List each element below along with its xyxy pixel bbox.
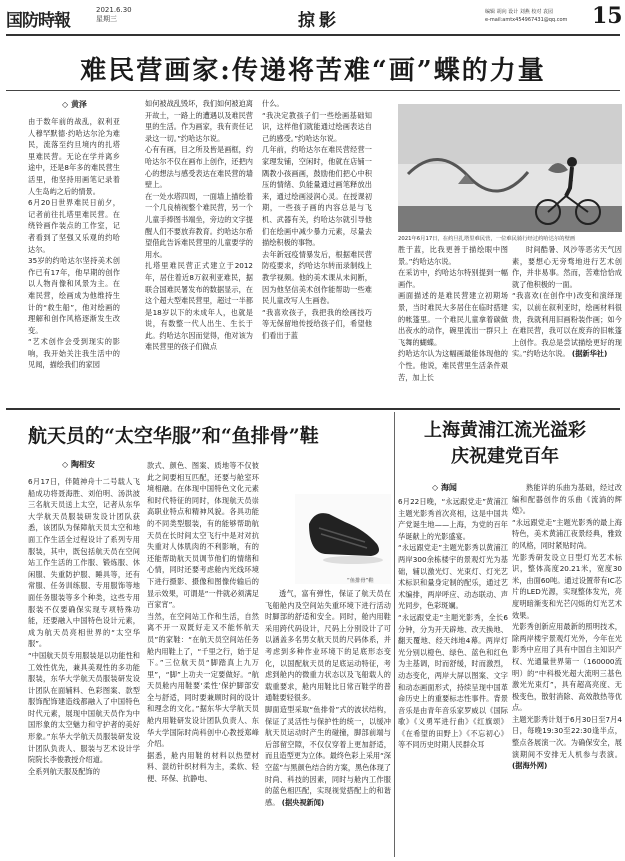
article2-byline: ◇ 陶相安: [62, 460, 95, 469]
article2-headline: 航天员的“太空华服”和“鱼排骨”鞋: [28, 425, 319, 447]
article1-column-5-text: 时间酷暑、风沙等恶劣天气因素，要想心无旁骛地进行艺术创作，并非易事。然而，苦难恰恰成就了他积极的一面。 “我喜欢(在创作中)改变和演绎现实，以前在叙利亚时，绘画材料很贵，我就利用旧画粉装作画；如今在难民营，我可以在废弃的旧帐篷上创作。我总是尝试描绘更好的现实。”约哈达尔说。: [512, 245, 622, 359]
article2-column-1: 6月17日，伴随神舟十二号载人飞船成功将聂海胜、刘伯明、汤洪波三名航天员送上太空，记者从东华大学航天员服装研发设计团队获悉，该团队为保障航天员太空和地面工作生活全过程设计了系列专用服装，其中，既包括航天员在空间站工作生活的工作服、锻炼服、休闲服、失重防护服、睡具等，还有常服、任务训练服、专用服饰等地面任务服装等多个种类，这些专用服装不仅要确保实现专项特殊功能，还要融入中国特色设计元素，成为航天员亮相世界的“太空华服”。 “中国航天员专用服装是以功能性和工效性优先，兼具美观性的多功能服装，东华大学航天员服装研发设计团队在面辅料、色彩图案、款型服饰配饰建造线都融入了中国特色时代元素，展现中国航天员作为中国形象的太空魅力和守护者的美好形象。”东华大学航天员服装研发设计团队负责人、服装与艺术设计学院院长李俊教授介绍道。 全系列航天服及配饰的: [28, 477, 140, 776]
column-divider: [394, 412, 395, 857]
shoe-illustration: [295, 494, 391, 574]
fishbone-shoe-photo: [295, 494, 391, 584]
article1-photo-caption: 2021年6月17日，在约旦扎塔里难民营，一位难民骑行经过约哈达尔的壁画: [398, 236, 576, 242]
page-header: [0, 0, 625, 36]
section-divider: [6, 408, 620, 410]
article3-byline: ◇ 海闻: [432, 483, 457, 492]
email-line: e-mail:amtx454967431@qq.com: [485, 17, 568, 23]
article3-column-2: [512, 482, 622, 856]
refugee-mural-photo: [398, 104, 622, 232]
article2-column-3: [265, 588, 391, 856]
article1-credit: (据新华社): [571, 349, 608, 359]
article3-headline-line1: 上海黄浦江流光溢彩: [424, 420, 586, 441]
page-number: 15: [592, 3, 623, 29]
mural-illustration: [398, 104, 622, 232]
article1-column-1: 由于数年前的战乱，叙利亚人穆罕默德·约哈达尔沦为难民，流落至约旦境内的扎塔里难民营。无论在学并离乡途中，还是8年多的难民营生活里，他坚持用画笔记录着人生岛屿之后的情景。 6月20日世界难民日前夕，记者前往扎塔里难民营。在绕铃画作装点的工作室，记者看到了坚强又乐观的约哈达尔。 35岁的约哈达尔坚持美术创作已有17年，他早期的创作以人物肖像和风景为主。在难民营，绘画成为他维持生计的“救生船”，他对绘画的理解和创作风格逐渐发生改变。 “艺术创作会受到现实的影响，我开始关注我生活中的见闻，描绘我们的家园: [28, 117, 120, 370]
article1-column-3: 什么。 “我决定教孩子们一些绘画基础知识，这样他们就能通过绘画表达自己的感受。”约哈达尔说。 几年前，约哈达尔在难民营经营一家理发铺，空闲时，他就在店铺一隅教小孩画画，鼓励他们把心中积压的情绪、负能量通过画笔释放出来，通过绘画浸润心灵。在授课初期，一些孩子画的内容总是与飞机、武器有关，约哈达尔就引导他们在绘画中减少暴力元素，尽量去描绘积极的事物。 去年新冠疫情暴发后，根据难民营防疫要求，约哈达尔转而录制线上教学视频。他的美术课从未间断，因为他坚信美术创作能帮助一些难民儿童改写人生画卷。 “我喜欢孩子，我把我的绘画技巧等无保留地传授给孩子们，希望他们看出于蓝: [262, 99, 372, 340]
article3-column-2-text: 熟能详的乐曲为基础，经过改编和配器创作的乐曲《流淌的辉煌》。 “永远跟党走”主题光影秀的最上海特色，美术黄浦江夜景经典，雅致的风格，同时紧贴时尚。 光影秀研发设立日型灯光艺术标识，整体高度20.21米，宽度30米，由面60吨。通过设置带有IC芯片的LED光源，实现整体发光，亮度明暗渐变和光芒闪烁的灯光艺术效果。 光影秀创新应用最新的照明技术，除两岸楼宇景观灯光外，今年在光影秀中应用了具有中国自主知识产权、光通量世界第一（160000流明）的“中科极光超大流明三基色激光光束灯”，具有超高亮度、无极变色，散射消除、高效散热等优点。 主题光影秀计划于6月30日至7月4日，每晚19:30至22:30逢半点，整点各展演一次。为确保安全，展演期间不安排无人机参与表演。: [512, 483, 622, 759]
article3-credit: (据海外网): [512, 761, 548, 771]
header-divider: [6, 34, 620, 36]
article1-column-4: 胜于蓝，比我更善于描绘眼中图景。”约哈达尔说。 在采访中，约哈达尔特别提到一幅画作。 画面描述的是难民营建立初期场景，当时难民大多居住在临时搭建的帐篷里。一个难民儿童拿着碳做出夜水的动作，碗里流出一群只上飞舞的蝴蝶。 约哈达尔认为这幅画最能体现他的个性。他说，难民营里生活条件艰苦，加上长: [398, 245, 508, 382]
article3-column-1: 6月22日晚，“永远跟党走”黄浦江主题光影秀首次亮相，这是中国共产党诞生地——上海，为党的百年华诞献上的光影盛宴。 “永远跟党走”主题光影秀以黄浦江两岸300余栋楼宇的景观灯光为基础，辅以激光灯、光束灯、灯光艺术标识和量身定制的配乐，通过艺术编排，两岸呼应、动态联动、声光同步，色彩斑斓。 “永远跟党走”主题光影秀，全长6分钟，分为开天辟地、改天换地、翻天覆地、经天纬地4幕。两岸灯光分别以橙色、绿色、蓝色和红色为主基调，时而舒缓，时而激烈，动态变化，两岸大屏以图案、文字和动态画面形式，持续呈现中国革命历史上的重要标志性事件。背景音乐是由青年音乐家罗威以《国际歌》《义勇军进行曲》《红旗颂》《在希望的田野上》《不忘初心》等不同历史时期人民群众耳: [398, 497, 508, 750]
article2-column-3-text: 透气，富有弹性，保证了航天员在飞船舱内及空间站失重环境下进行活动时脚部的舒适和安全。同时，舱内用鞋采用跨代码设计，尺码上分别设计了可以涵盖多名男女航天员的尺码体系，并考虑到多种作业环境下的足底形态变化，以国配航天员的足底运动特征，考虑到舱内的微重力状态以及飞船载人的载重要求，舱内用鞋比日常百鞋学的普通鞋要轻很多。 脚面造型采取“鱼排骨”式的波状结构，保证了灵活性与保护性的统一，以缓冲航天员运动时产生的碰撞，脚部前端与后部留空隙，不仅仅穿着上更加舒适，而且造型更为立体。最终色彩上采用“深空蓝”与黑颜色结合的方案，黑色体现了时尚、科技的因素，同时与舱内工作服的蓝色相匹配，实现视觉搭配上的和谐感。: [265, 589, 391, 807]
issue-date: [96, 6, 132, 24]
article1-headline: 难民营画家:传递将苦难“画”蝶的力量: [80, 56, 546, 86]
article2-photo-caption: “鱼排骨”鞋: [347, 578, 374, 584]
article3-headline: [395, 418, 615, 470]
article2-column-2: 款式、颜色、图案、质地等不仅彼此之间要相互匹配，还要与舱室环境相融。在体现中国特色文化元素和时代特征的同时，体现航天员崇高职业特点和精神风貌。各具功能的不同类型服装，有的能够帮助航天员在长时间太空飞行中是对对抗失重对人体肌肉的不利影响，有的还能帮助航天员调节他们的情绪和心情，同时还要考虑舱内光线环境下进行摄影、摄像和图像传输后的显示效果，可谓是“一件就必须满足百家宵”。 当然，在空间站工作和生活，自然离不开一双既好走又不能怀航天员”的家鞋：“在航天员空间站任务舱内用鞋上了，“千里之行，始于足下。”三位航天员“脚踏真上九万里”，“脚”上功夫一定要做好。“航天员舱内用鞋要‘柔性’保护脚部安全与舒适，同时要兼顾时间的设计和理念的文化。”据东华大学航天员舱内用鞋研发设计团队负责人、东华大学国际时尚科创中心教授郑峰介绍。 据悉，舱内用鞋的材料以热塑材料、混纺针织材料为主，柔软、轻便、环保、抗静电、: [147, 461, 259, 784]
article3-headline-line2: 庆祝建党百年: [451, 446, 559, 467]
article1-column-5: [512, 244, 622, 390]
section-title: 掠影: [298, 11, 340, 31]
article1-byline: ◇ 黄泽: [62, 100, 87, 109]
weekday-line: 星期三: [96, 15, 117, 23]
article1-divider: [6, 90, 620, 91]
article1-column-2: 如何被战乱毁坏，我们如何被迫离开故土，一路上的遭遇以及难民营里的生活。作为画家，我有责任记录这一切。”约哈达尔说。 心有有画，目之所及皆是画框，约哈达尔不仅在画布上创作，还把内心的想法与感受表达在难民营的墙壁上。 在一处水塔四周，一面墙上描绘着一个几良梢视整个难民营，另一个儿童手捧图书端坐，旁边的文字提醒人们不要放弃教育。约哈达尔希望借此告诉难民营里的儿童要学的用水。 扎塔里难民营正式建立于2012年，居住着近8万叙利亚难民，据联合国难民署发布的数据显示，在这个超大型难民营里，超过一半都是18岁以下的未成年人，也就是说，有数整一代人出生、生长于此。约哈达尔因而觉得，他对该为难民营里的孩子们做点: [145, 99, 253, 352]
editors-info: [485, 8, 595, 24]
date-line: 2021.6.30: [96, 6, 132, 14]
masthead: 国防時報: [6, 11, 70, 31]
article2-credit: (据央视新闻): [281, 797, 325, 807]
editors-line: 编辑 胡向 设计 刘燕 校对 袁园: [485, 9, 553, 15]
